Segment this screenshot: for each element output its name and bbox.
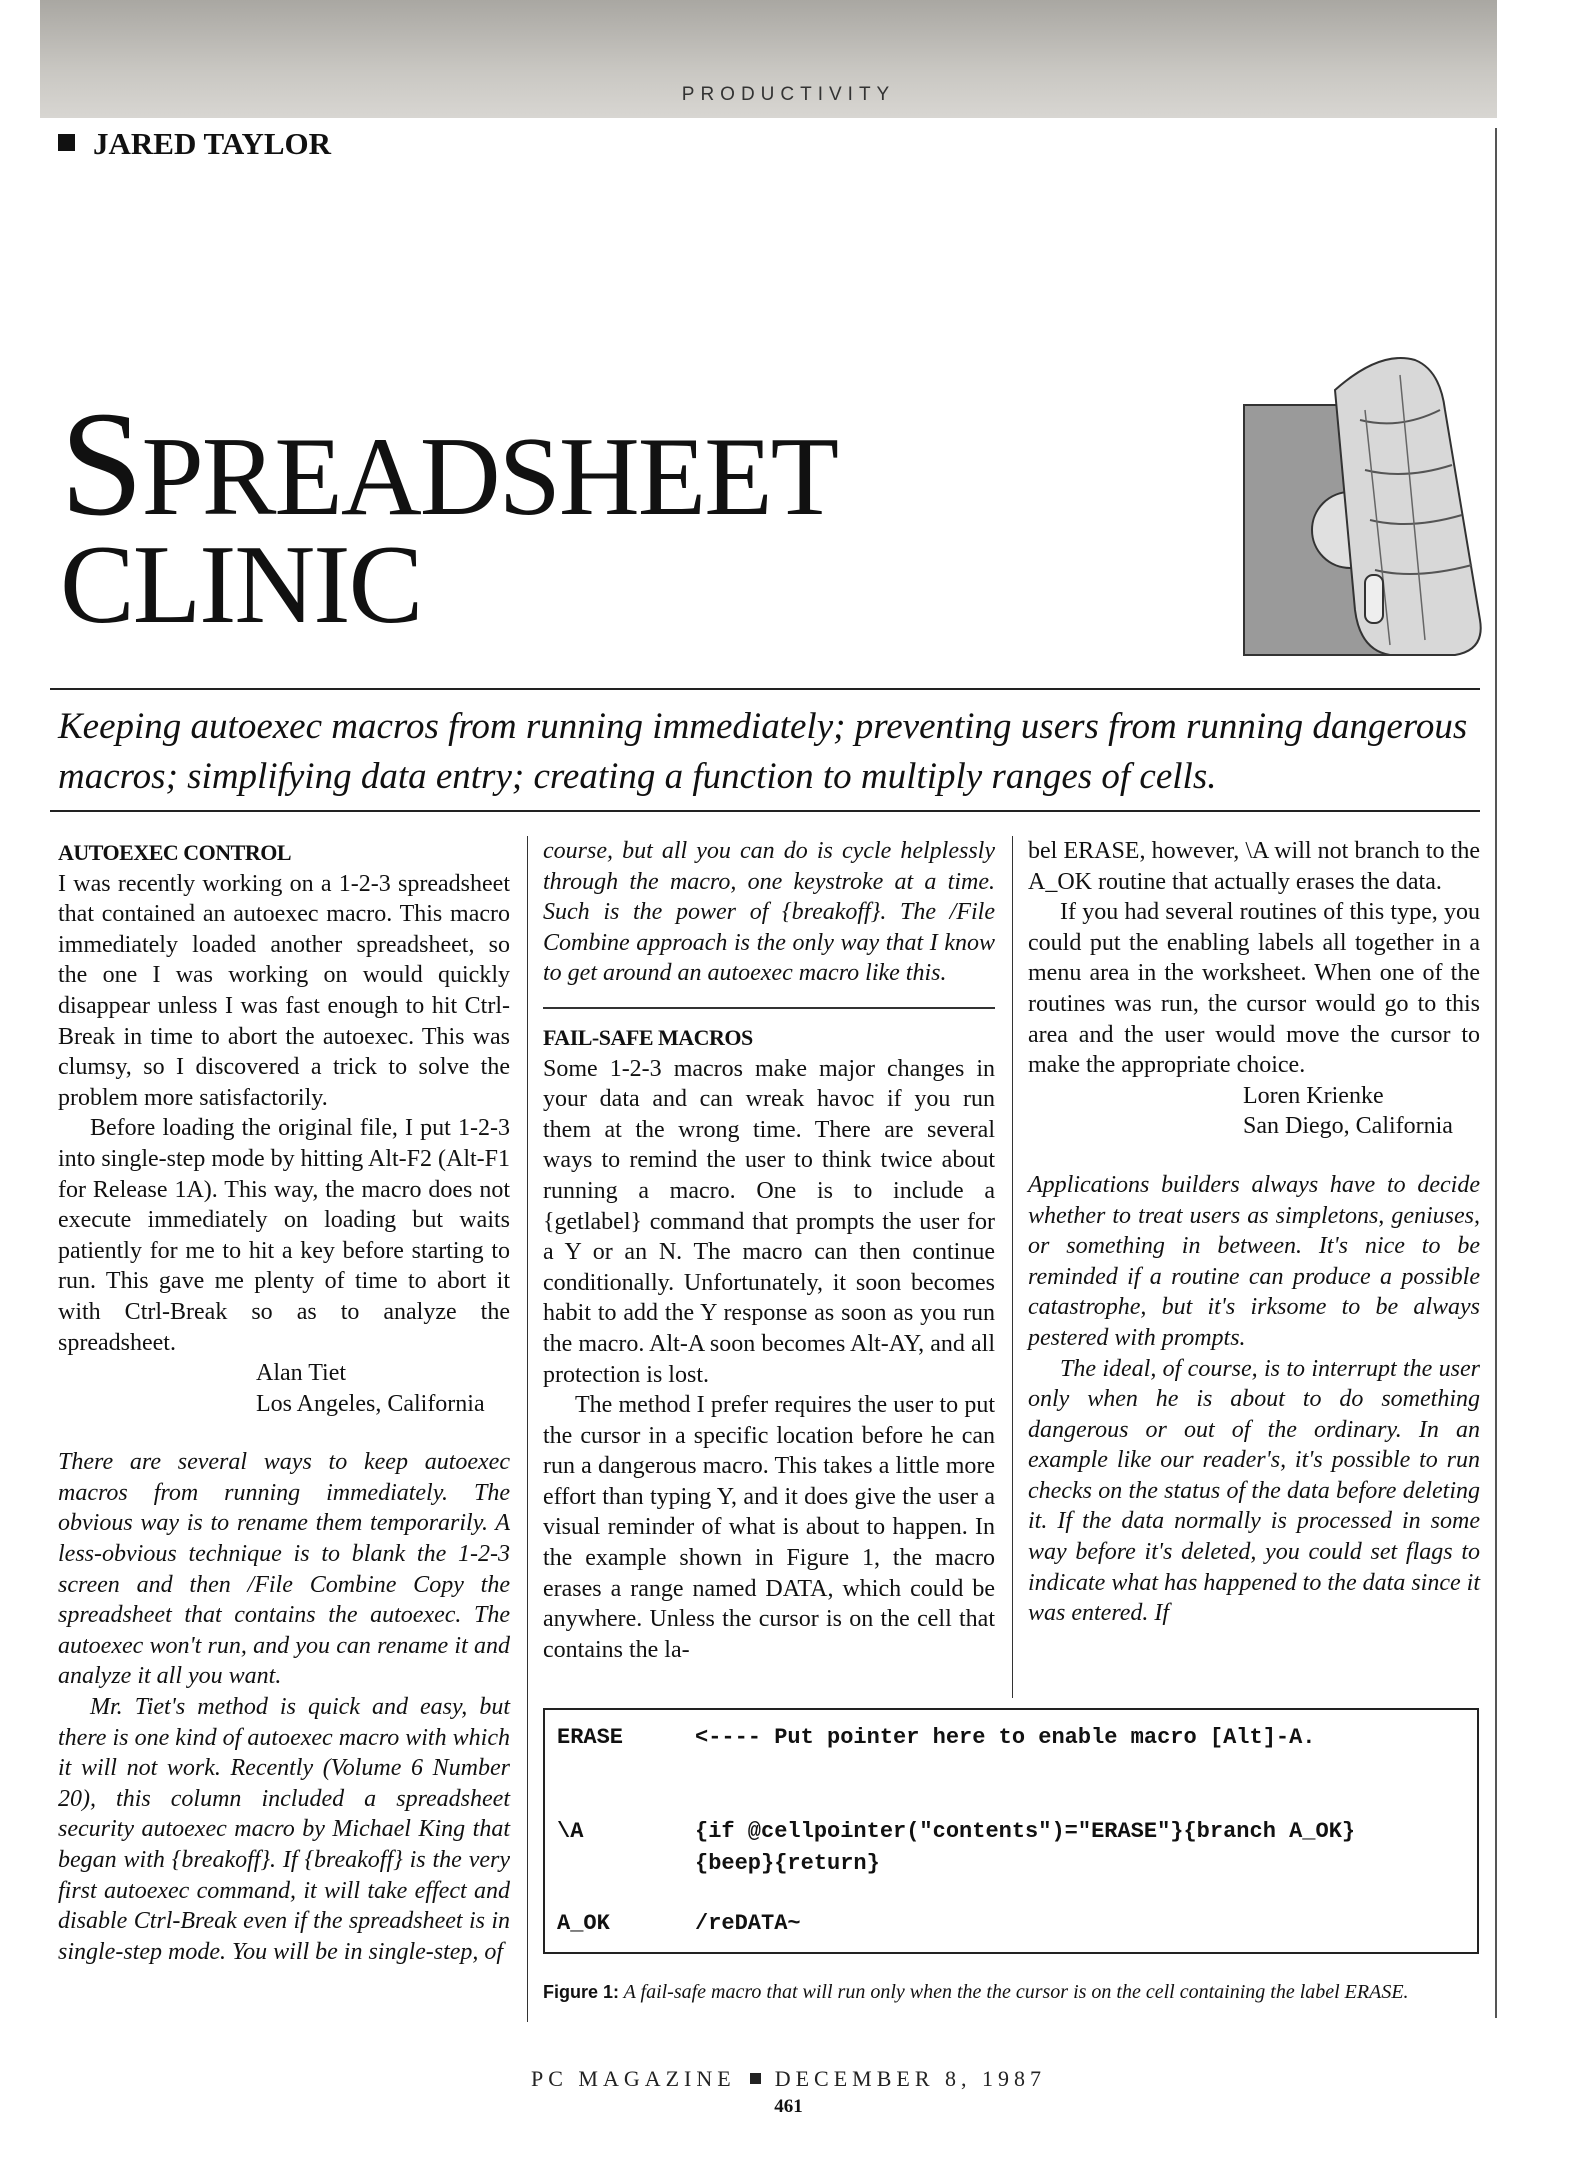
figure-1-code-box	[543, 1708, 1479, 1954]
code-label: ERASE	[557, 1725, 624, 1750]
page-right-rule	[1495, 128, 1497, 2018]
column-separator	[1012, 836, 1013, 1698]
caption-label: Figure 1:	[543, 1982, 620, 2002]
section-rule	[543, 1007, 995, 1009]
title-rule	[50, 688, 1480, 690]
code-text: {if @cellpointer("contents")="ERASE"}{branch A_OK} {beep}{return}	[695, 1819, 1356, 1876]
column-2	[543, 836, 995, 1665]
footer-bullet-icon	[750, 2073, 761, 2084]
signature-place: Los Angeles, California	[256, 1390, 485, 1417]
code-label: A_OK	[557, 1911, 610, 1936]
section-label: PRODUCTIVITY	[681, 84, 896, 105]
deck-rule	[50, 810, 1480, 812]
caption-text: A fail-safe macro that will run only when the the cursor is on the cell containing the label ERASE.	[623, 1981, 1409, 2003]
title-initial: S	[60, 381, 142, 547]
signature-place: San Diego, California	[1243, 1113, 1453, 1140]
heading-autoexec-control: AUTOEXEC CONTROL	[58, 840, 292, 865]
page-number: 461	[774, 2096, 803, 2117]
letter-paragraph: I was recently working on a 1-2-3 spreadsheet that contained an autoexec macro. This macro immediately loaded another spreadsheet, so the one I was working on would quickly disappear unless I was fast enough to hit Ctrl-Break in time to abort the autoexec. This was clumsy, so I discovered a trick to solve the problem more satisfactorily.	[58, 870, 510, 1111]
column-separator	[527, 836, 528, 2022]
figure-caption	[543, 1978, 1483, 2006]
heading-fail-safe-macros: FAIL-SAFE MACROS	[543, 1024, 753, 1050]
letter-paragraph: The method I prefer requires the user to put the cursor in a specific location before he can run a dangerous macro. This takes a little more effort than typing Y, and it does give the user a visual reminder of what is about to happen. In the example shown in Figure 1, the macro erases a range named DATA, which could be anywhere. Unless the cursor is on the cell that contains the la-	[543, 1392, 995, 1663]
reply-paragraph: Applications builders always have to decide whether to treat users as simpletons, geniuses, or something in between. It's nice to be reminded if a routine can produce a possible catastrophe, but it's irksome to be always pestered with prompts.	[1028, 1171, 1480, 1351]
title-line2: CLINIC	[60, 523, 422, 647]
signature-name: Alan Tiet	[256, 1360, 347, 1387]
reply-paragraph: The ideal, of course, is to interrupt the user only when he is about to do something dangerous or out of the ordinary. In an example like our reader's, it's possible to run checks on the status of the data before deleting it. If the data normally is processed in some way before it's deleted, you could set flags to indicate what has happened to the data since it was entered. If	[1028, 1355, 1480, 1627]
author-byline	[58, 126, 331, 162]
column-3	[1028, 836, 1480, 1629]
author-name: JARED TAYLOR	[93, 126, 332, 161]
letter-paragraph: If you had several routines of this type, you could put the enabling labels all together in a menu area in the worksheet. When one of the routines was run, the cursor would go to this area and the user would move the cursor to make the appropriate choice.	[1028, 899, 1480, 1079]
column-1	[58, 838, 510, 1967]
code-label: \A	[557, 1819, 584, 1844]
code-text: /reDATA~	[695, 1911, 801, 1936]
letter-paragraph: Some 1-2-3 macros make major changes in your data and can wreak havoc if you run them at the wrong time. There are several ways to remind the user to think twice about running a macro. One is to include a {getlabel} command that prompts the user for a Y or an N. The macro can then continue conditionally. Unfortunately, it soon becomes habit to add the Y response as soon as you run the macro. Alt-A soon becomes Alt-AY, and all protection is lost.	[543, 1055, 995, 1388]
letter-paragraph: bel ERASE, however, \A will not branch to the A_OK routine that actually erases the data.	[1028, 838, 1480, 895]
bullet-square-icon	[58, 134, 75, 151]
footer-date: DECEMBER 8, 1987	[774, 2066, 1047, 2091]
code-text: <---- Put pointer here to enable macro [Alt]-A.	[695, 1725, 1316, 1750]
page-footer	[0, 2066, 1577, 2092]
page-title	[60, 381, 838, 647]
reply-paragraph: course, but all you can do is cycle helplessly through the macro, one keystroke at a time. Such is the power of {breakoff}. The /File Combine approach is the only way that I know to get around an autoexec macro like this.	[543, 838, 995, 987]
signature-name: Loren Krienke	[1243, 1082, 1384, 1109]
reply-paragraph: There are several ways to keep autoexec macros from running immediately. The obvious way is to rename them temporarily. A less-obvious technique is to blank the 1-2-3 screen and then /File Combine Copy the spreadsheet that contains the autoexec. The autoexec won't run, and you can rename it and analyze it all you want.	[58, 1449, 510, 1690]
footer-magazine: PC MAGAZINE	[530, 2066, 736, 2091]
letter-paragraph: Before loading the original file, I put 1-2-3 into single-step mode by hitting Alt-F2 (Alt-F1 for Release 1A). This way, the macro does not execute immediately on loading but waits patiently for me to hit a key before starting to run. This gave me plenty of time to abort it with Ctrl-Break so as to analyze the spreadsheet.	[58, 1115, 510, 1356]
reply-paragraph: Mr. Tiet's method is quick and easy, but there is one kind of autoexec macro with which it will not work. Recently (Volume 6 Number 20), this column included a spreadsheet security autoexec macro by Michael King that began with {breakoff}. If {breakoff} is the very first autoexec command, it will take effect and disable Ctrl-Break even if the spreadsheet is in single-step mode. You will be in single-step, of	[58, 1694, 510, 1965]
floppy-disk-peel-icon	[1240, 350, 1485, 660]
title-line1: PREADSHEET	[141, 415, 838, 539]
article-deck: Keeping autoexec macros from running immediately; preventing users from running dangerous macros; simplifying data entry; creating a function to multiply ranges of cells.	[58, 706, 1468, 797]
